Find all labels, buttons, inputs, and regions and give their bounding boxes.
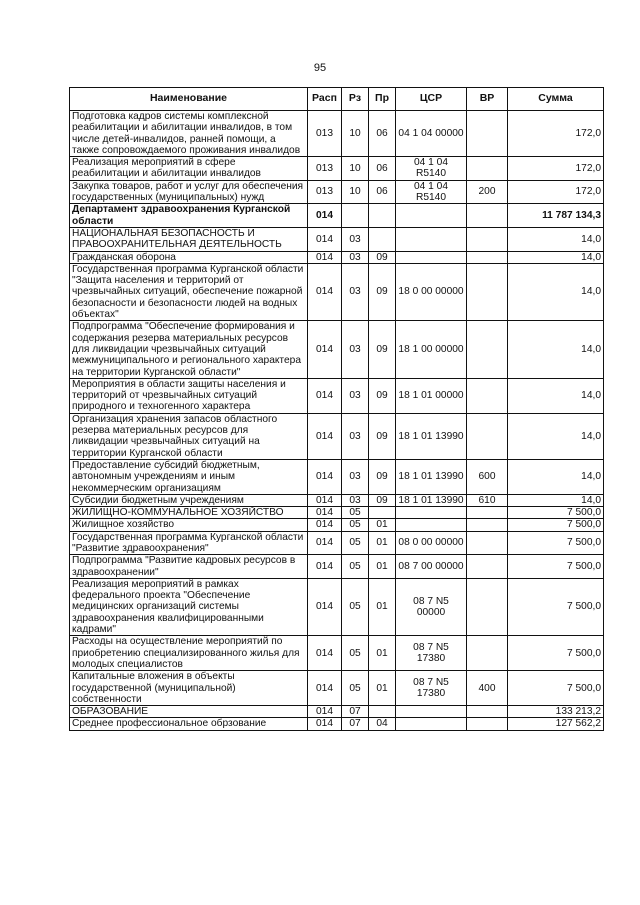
cell-rasp: 014 bbox=[308, 413, 342, 459]
header-name: Наименование bbox=[70, 88, 308, 111]
cell-sum: 14,0 bbox=[508, 494, 604, 506]
cell-rasp: 013 bbox=[308, 180, 342, 204]
cell-name: Реализация мероприятий в сфере реабилитации и абилитации инвалидов bbox=[70, 157, 308, 181]
cell-csr: 08 7 N5 00000 bbox=[396, 578, 467, 635]
cell-rz: 03 bbox=[342, 251, 369, 263]
cell-rasp: 014 bbox=[308, 718, 342, 730]
table-row bbox=[70, 507, 604, 519]
cell-vr bbox=[467, 263, 508, 320]
cell-rasp: 014 bbox=[308, 531, 342, 555]
table-row bbox=[70, 204, 604, 228]
cell-name: Расходы на осуществление мероприятий по приобретению специализированного жилья для молодых специалистов bbox=[70, 636, 308, 671]
cell-rz: 03 bbox=[342, 378, 369, 413]
cell-vr: 610 bbox=[467, 494, 508, 506]
header-rz: Рз bbox=[342, 88, 369, 111]
cell-name: Закупка товаров, работ и услуг для обеспечения государственных (муниципальных) нужд bbox=[70, 180, 308, 204]
cell-pr: 09 bbox=[369, 413, 396, 459]
cell-name: Среднее профессиональное обрзование bbox=[70, 718, 308, 730]
cell-pr: 01 bbox=[369, 555, 396, 579]
cell-rasp: 014 bbox=[308, 519, 342, 531]
table-row bbox=[70, 671, 604, 706]
cell-rasp: 014 bbox=[308, 671, 342, 706]
cell-vr: 400 bbox=[467, 671, 508, 706]
table-row bbox=[70, 706, 604, 718]
cell-sum: 133 213,2 bbox=[508, 706, 604, 718]
cell-vr: 200 bbox=[467, 180, 508, 204]
table-row bbox=[70, 636, 604, 671]
cell-csr: 04 1 04 R5140 bbox=[396, 157, 467, 181]
budget-table bbox=[69, 87, 604, 731]
cell-csr bbox=[396, 204, 467, 228]
cell-name: Подпрограмма "Развитие кадровых ресурсов в здравоохранении" bbox=[70, 555, 308, 579]
cell-csr: 08 7 N5 17380 bbox=[396, 636, 467, 671]
cell-csr: 18 1 01 13990 bbox=[396, 494, 467, 506]
cell-csr: 18 1 01 13990 bbox=[396, 413, 467, 459]
cell-csr: 08 7 N5 17380 bbox=[396, 671, 467, 706]
table-row bbox=[70, 157, 604, 181]
table-row bbox=[70, 459, 604, 494]
cell-csr bbox=[396, 519, 467, 531]
header-rasp: Расп bbox=[308, 88, 342, 111]
table-body bbox=[70, 111, 604, 731]
cell-name: Государственная программа Курганской области "Защита населения и территорий от чрезвычайных ситуаций, обеспечение пожарной безопасности и безопасности людей на водных объектах" bbox=[70, 263, 308, 320]
cell-vr bbox=[467, 718, 508, 730]
cell-rz bbox=[342, 204, 369, 228]
cell-name: Гражданская оборона bbox=[70, 251, 308, 263]
table-row bbox=[70, 263, 604, 320]
cell-sum: 14,0 bbox=[508, 459, 604, 494]
cell-rz: 03 bbox=[342, 413, 369, 459]
cell-name: Предоставление субсидий бюджетным, автономным учреждениям и иным некоммерческим организациям bbox=[70, 459, 308, 494]
cell-rz: 10 bbox=[342, 180, 369, 204]
cell-sum: 172,0 bbox=[508, 157, 604, 181]
cell-name: Субсидии бюджетным учреждениям bbox=[70, 494, 308, 506]
cell-csr bbox=[396, 227, 467, 251]
cell-csr: 04 1 04 00000 bbox=[396, 111, 467, 157]
cell-vr bbox=[467, 111, 508, 157]
cell-pr: 01 bbox=[369, 578, 396, 635]
cell-pr: 01 bbox=[369, 531, 396, 555]
cell-pr bbox=[369, 706, 396, 718]
cell-csr: 08 0 00 00000 bbox=[396, 531, 467, 555]
cell-rz: 05 bbox=[342, 507, 369, 519]
cell-sum: 172,0 bbox=[508, 111, 604, 157]
cell-rasp: 014 bbox=[308, 459, 342, 494]
cell-vr bbox=[467, 227, 508, 251]
cell-rasp: 014 bbox=[308, 555, 342, 579]
cell-rz: 07 bbox=[342, 706, 369, 718]
cell-rz: 03 bbox=[342, 494, 369, 506]
cell-vr bbox=[467, 578, 508, 635]
cell-rz: 05 bbox=[342, 531, 369, 555]
cell-sum: 14,0 bbox=[508, 251, 604, 263]
cell-rz: 05 bbox=[342, 636, 369, 671]
cell-rasp: 014 bbox=[308, 578, 342, 635]
table-row bbox=[70, 519, 604, 531]
cell-rz: 03 bbox=[342, 227, 369, 251]
cell-sum: 7 500,0 bbox=[508, 531, 604, 555]
cell-pr: 09 bbox=[369, 321, 396, 378]
cell-rz: 10 bbox=[342, 157, 369, 181]
cell-csr: 18 1 00 00000 bbox=[396, 321, 467, 378]
cell-rz: 05 bbox=[342, 578, 369, 635]
cell-pr bbox=[369, 507, 396, 519]
cell-rasp: 014 bbox=[308, 494, 342, 506]
cell-name: Жилищное хозяйство bbox=[70, 519, 308, 531]
cell-name: Подготовка кадров системы комплексной реабилитации и абилитации инвалидов, в том числе детей-инвалидов, ранней помощи, а также сопровождаемого проживания инвалидов bbox=[70, 111, 308, 157]
cell-sum: 7 500,0 bbox=[508, 507, 604, 519]
table-row bbox=[70, 111, 604, 157]
cell-rz: 03 bbox=[342, 321, 369, 378]
cell-pr bbox=[369, 204, 396, 228]
cell-sum: 127 562,2 bbox=[508, 718, 604, 730]
cell-csr: 08 7 00 00000 bbox=[396, 555, 467, 579]
cell-vr bbox=[467, 519, 508, 531]
cell-sum: 14,0 bbox=[508, 321, 604, 378]
cell-name: Организация хранения запасов областного резерва материальных ресурсов для ликвидации чрезвычайных ситуаций на территории Курганской области bbox=[70, 413, 308, 459]
cell-csr bbox=[396, 507, 467, 519]
cell-vr: 600 bbox=[467, 459, 508, 494]
cell-vr bbox=[467, 251, 508, 263]
cell-rasp: 014 bbox=[308, 378, 342, 413]
cell-sum: 14,0 bbox=[508, 413, 604, 459]
table-row bbox=[70, 227, 604, 251]
cell-vr bbox=[467, 413, 508, 459]
cell-sum: 14,0 bbox=[508, 378, 604, 413]
cell-vr bbox=[467, 507, 508, 519]
table-row bbox=[70, 578, 604, 635]
cell-rz: 07 bbox=[342, 718, 369, 730]
cell-rasp: 014 bbox=[308, 263, 342, 320]
cell-rz: 05 bbox=[342, 671, 369, 706]
cell-csr: 18 1 01 13990 bbox=[396, 459, 467, 494]
cell-vr bbox=[467, 157, 508, 181]
cell-rasp: 014 bbox=[308, 507, 342, 519]
cell-csr: 18 0 00 00000 bbox=[396, 263, 467, 320]
cell-vr bbox=[467, 636, 508, 671]
cell-sum: 7 500,0 bbox=[508, 555, 604, 579]
table-row bbox=[70, 718, 604, 730]
header-sum: Сумма bbox=[508, 88, 604, 111]
table-row bbox=[70, 378, 604, 413]
cell-rasp: 014 bbox=[308, 204, 342, 228]
cell-pr: 06 bbox=[369, 157, 396, 181]
cell-name: Капитальные вложения в объекты государственной (муниципальной) собственности bbox=[70, 671, 308, 706]
cell-pr: 09 bbox=[369, 378, 396, 413]
header-csr: ЦСР bbox=[396, 88, 467, 111]
cell-csr: 18 1 01 00000 bbox=[396, 378, 467, 413]
cell-name: Мероприятия в области защиты населения и территорий от чрезвычайных ситуаций природного и техногенного характера bbox=[70, 378, 308, 413]
table-row bbox=[70, 494, 604, 506]
cell-vr bbox=[467, 204, 508, 228]
cell-sum: 14,0 bbox=[508, 263, 604, 320]
cell-sum: 14,0 bbox=[508, 227, 604, 251]
table-row bbox=[70, 251, 604, 263]
cell-name: НАЦИОНАЛЬНАЯ БЕЗОПАСНОСТЬ И ПРАВООХРАНИТЕЛЬНАЯ ДЕЯТЕЛЬНОСТЬ bbox=[70, 227, 308, 251]
table-header-row bbox=[70, 88, 604, 111]
cell-rz: 10 bbox=[342, 111, 369, 157]
cell-vr bbox=[467, 378, 508, 413]
table-row bbox=[70, 555, 604, 579]
cell-rasp: 014 bbox=[308, 706, 342, 718]
cell-vr bbox=[467, 531, 508, 555]
cell-pr: 01 bbox=[369, 671, 396, 706]
cell-vr bbox=[467, 555, 508, 579]
cell-sum: 7 500,0 bbox=[508, 671, 604, 706]
cell-name: ЖИЛИЩНО-КОММУНАЛЬНОЕ ХОЗЯЙСТВО bbox=[70, 507, 308, 519]
cell-rasp: 014 bbox=[308, 636, 342, 671]
header-vr: ВР bbox=[467, 88, 508, 111]
header-pr: Пр bbox=[369, 88, 396, 111]
cell-pr: 04 bbox=[369, 718, 396, 730]
table-row bbox=[70, 321, 604, 378]
cell-rz: 03 bbox=[342, 459, 369, 494]
cell-csr: 04 1 04 R5140 bbox=[396, 180, 467, 204]
cell-csr bbox=[396, 718, 467, 730]
cell-pr: 06 bbox=[369, 180, 396, 204]
cell-rz: 03 bbox=[342, 263, 369, 320]
cell-pr: 09 bbox=[369, 263, 396, 320]
cell-name: Реализация мероприятий в рамках федерального проекта "Обеспечение медицинских организаций системы здравоохранения квалифицированными кадрами" bbox=[70, 578, 308, 635]
cell-name: Подпрограмма "Обеспечение формирования и содержания резерва материальных ресурсов для ликвидации чрезвычайных ситуаций межмуниципального и регионального характера на территории Курганской области" bbox=[70, 321, 308, 378]
cell-pr: 01 bbox=[369, 519, 396, 531]
cell-sum: 7 500,0 bbox=[508, 578, 604, 635]
cell-pr bbox=[369, 227, 396, 251]
cell-sum: 7 500,0 bbox=[508, 519, 604, 531]
cell-name: Департамент здравоохранения Курганской области bbox=[70, 204, 308, 228]
cell-name: Государственная программа Курганской области "Развитие здравоохранения" bbox=[70, 531, 308, 555]
cell-pr: 06 bbox=[369, 111, 396, 157]
cell-rasp: 014 bbox=[308, 227, 342, 251]
cell-vr bbox=[467, 706, 508, 718]
cell-rasp: 014 bbox=[308, 251, 342, 263]
cell-sum: 172,0 bbox=[508, 180, 604, 204]
cell-pr: 09 bbox=[369, 459, 396, 494]
cell-rasp: 013 bbox=[308, 111, 342, 157]
cell-vr bbox=[467, 321, 508, 378]
page-number: 95 bbox=[313, 62, 327, 74]
cell-name: ОБРАЗОВАНИЕ bbox=[70, 706, 308, 718]
table-row bbox=[70, 180, 604, 204]
cell-csr bbox=[396, 706, 467, 718]
cell-sum: 11 787 134,3 bbox=[508, 204, 604, 228]
cell-pr: 01 bbox=[369, 636, 396, 671]
cell-rz: 05 bbox=[342, 519, 369, 531]
cell-pr: 09 bbox=[369, 494, 396, 506]
cell-rasp: 013 bbox=[308, 157, 342, 181]
cell-rz: 05 bbox=[342, 555, 369, 579]
cell-csr bbox=[396, 251, 467, 263]
cell-pr: 09 bbox=[369, 251, 396, 263]
cell-sum: 7 500,0 bbox=[508, 636, 604, 671]
cell-rasp: 014 bbox=[308, 321, 342, 378]
table-row bbox=[70, 531, 604, 555]
table-row bbox=[70, 413, 604, 459]
